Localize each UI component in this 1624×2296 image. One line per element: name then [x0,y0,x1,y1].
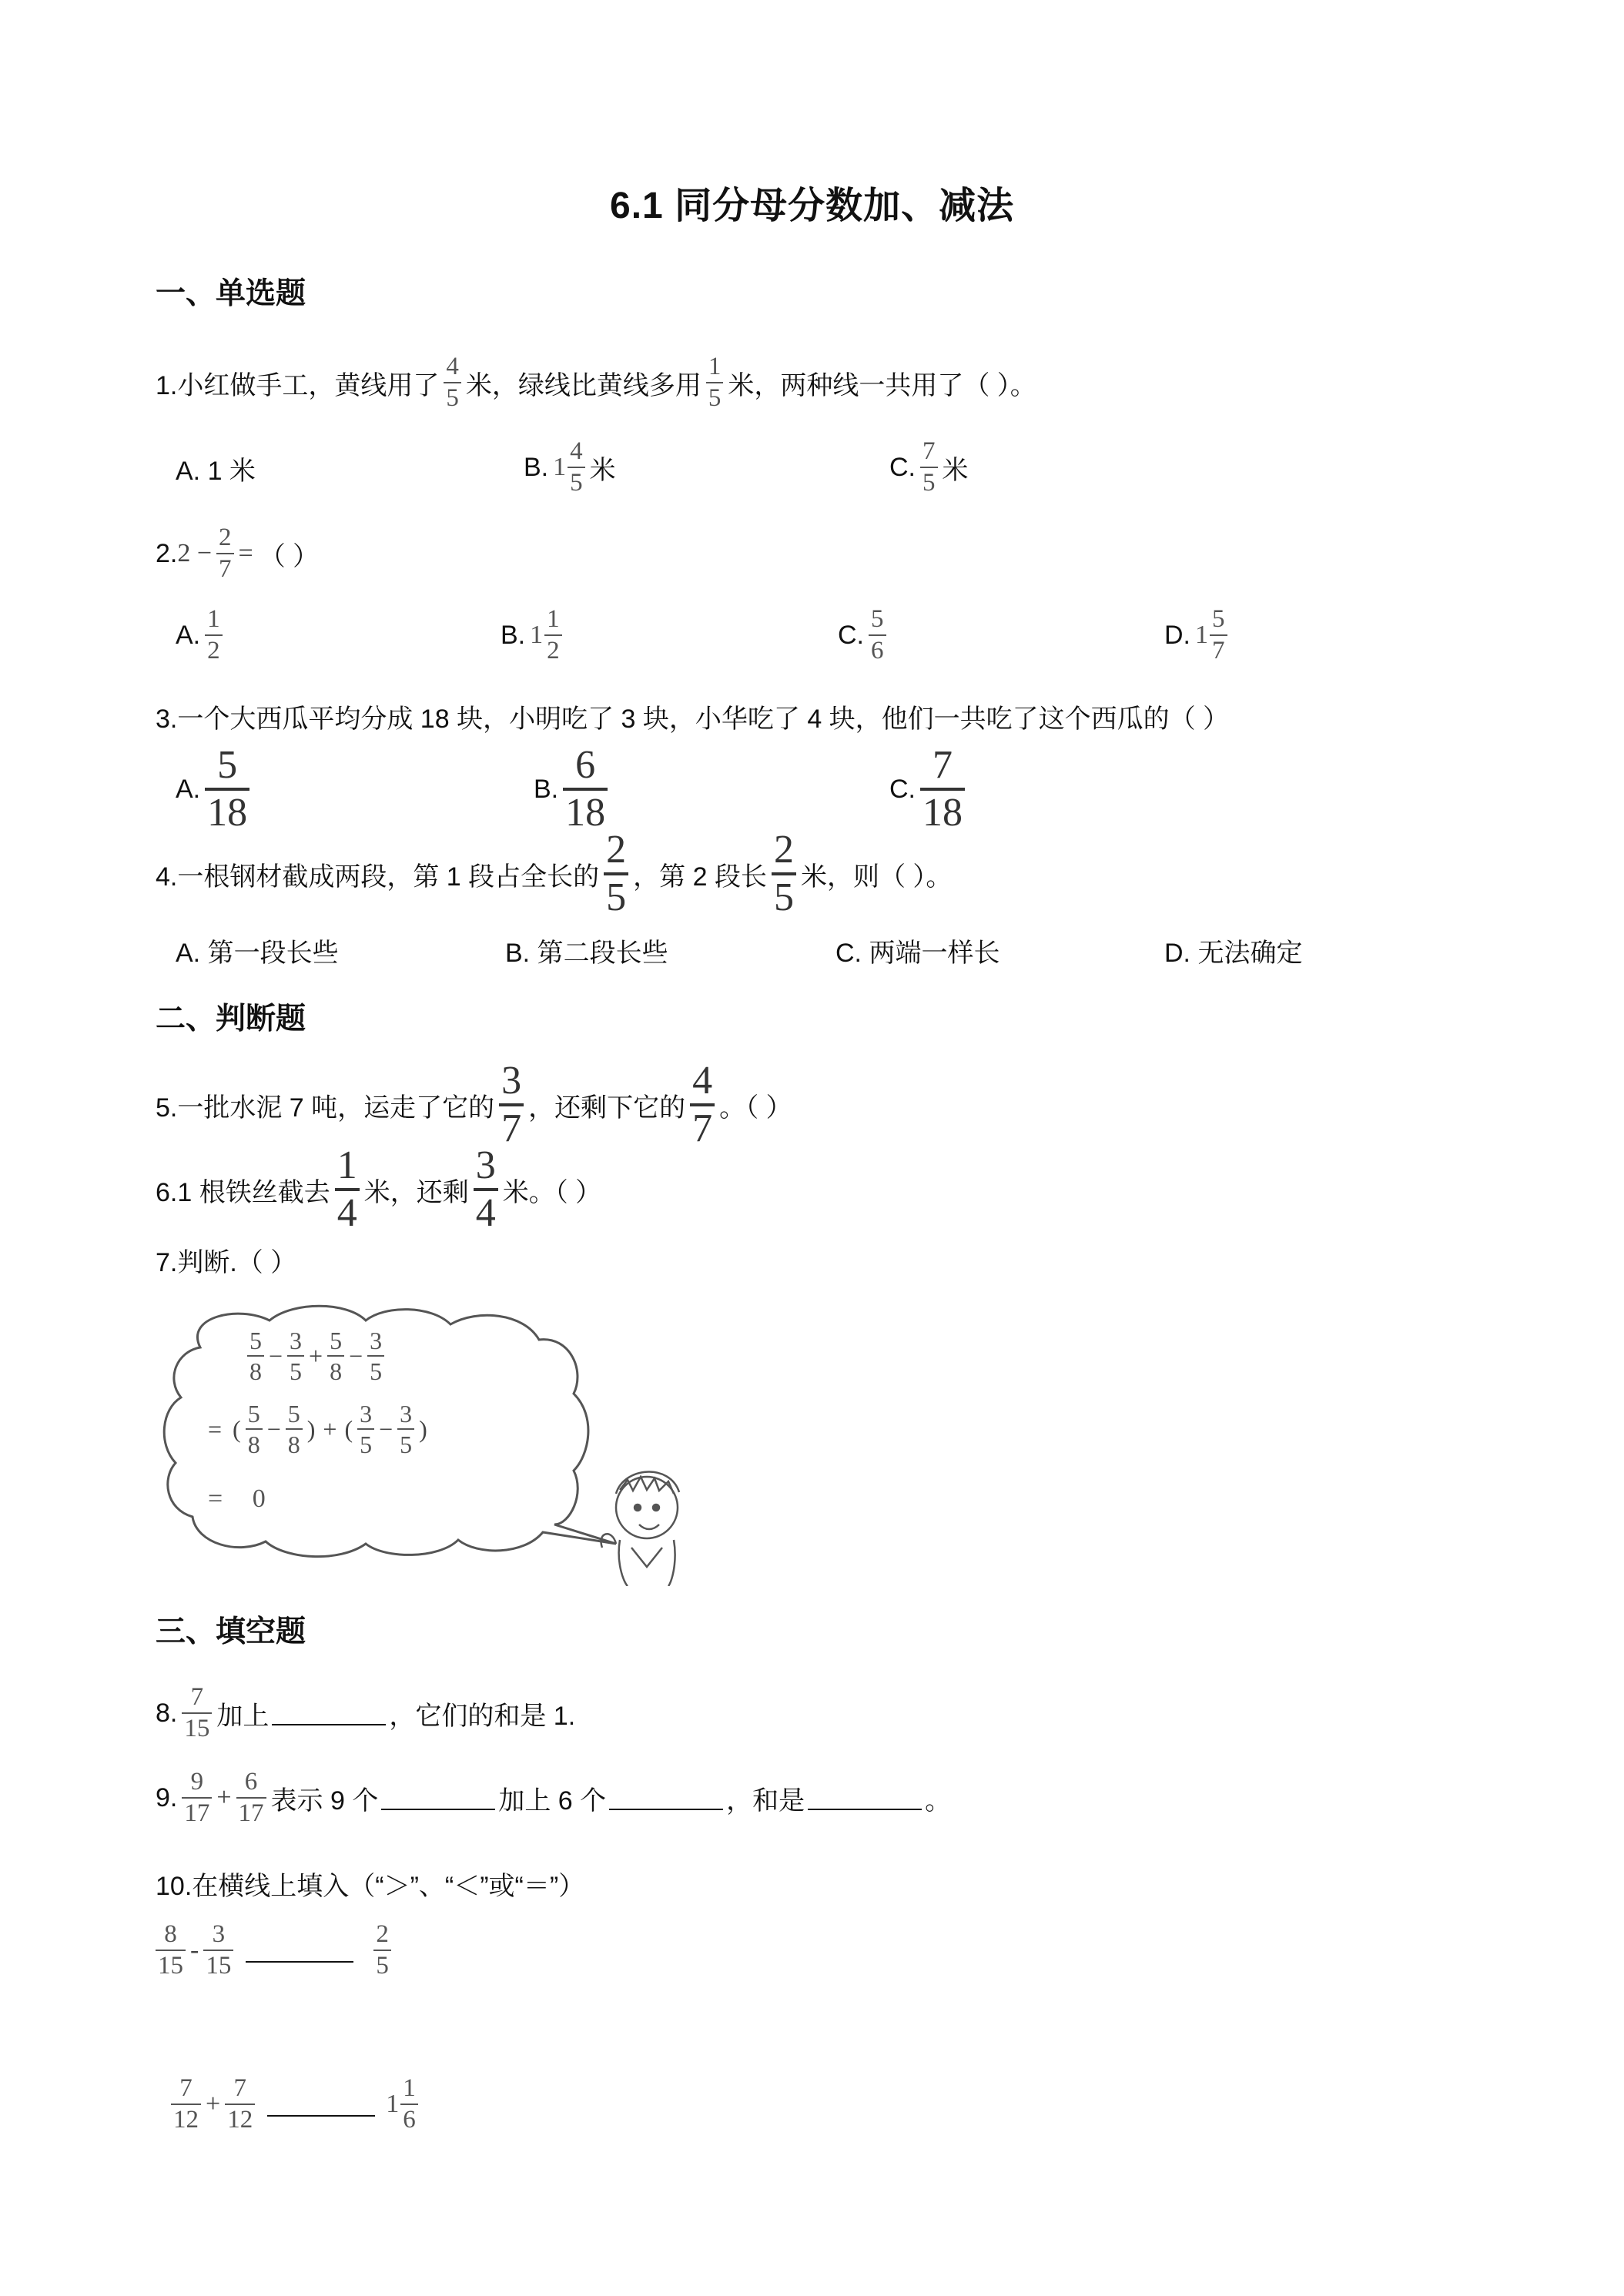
question-7 [156,1241,296,1279]
q4-fraction-1: $\frac{2}{5}$ [604,830,628,918]
q10-e2-fraction-a: $\frac{7}{12}$ [171,2076,201,2133]
q5-fraction-1: $\frac{3}{7}$ [499,1061,524,1149]
q2-option-c-label: C. [838,620,864,650]
q6-text-1: 6.1 根铁丝截去 [156,1177,330,1207]
q2-option-c-fraction: $\frac{5}{6}$ [869,607,886,664]
q2-answer-paren: （ ） [259,541,320,571]
q1-fraction-1: $\frac{4}{5}$ [444,354,461,411]
q8-text-2: ，它们的和是 1. [389,1701,576,1731]
q7-text: 7.判断.（ ） [156,1248,297,1277]
q7-calc-line-1 [243,1328,389,1384]
q7-l2-lparen: ( [233,1414,241,1443]
q9-number: 9. [156,1782,178,1812]
q6-fraction-2: $\frac{3}{4}$ [474,1146,498,1233]
section-heading-single-choice: 一、单选题 [156,277,306,310]
q9-fraction-1: $\frac{9}{17}$ [182,1769,212,1826]
q8-text-1: 加上 [216,1701,270,1731]
q7-illustration [154,1301,693,1586]
q4-option-c[interactable] [835,932,1000,969]
question-8 [156,1685,575,1742]
q4-text-3: 米，则（ ）。 [800,862,953,892]
q7-l2-fraction-c: $\frac{3}{5}$ [357,1401,374,1457]
q8-number: 8. [156,1698,178,1728]
q9-answer-blank-2[interactable] [609,1786,723,1810]
q10-e1-fraction-c: $\frac{2}{5}$ [373,1922,391,1979]
q2-option-d-whole: 1 [1195,621,1208,649]
q4-text-2: ，第 2 段长 [633,862,767,892]
q9-answer-blank-1[interactable] [381,1786,495,1810]
q2-option-a-fraction: $\frac{1}{2}$ [205,607,223,664]
q5-fraction-2: $\frac{4}{7}$ [690,1061,715,1149]
q7-l2-fraction-a: $\frac{5}{8}$ [246,1401,263,1457]
q7-l2-op2: − [379,1414,393,1443]
q7-l2-op1: − [266,1414,281,1443]
q2-expression-a: 2 − [177,539,213,567]
q10-e2-fraction-c: $\frac{1}{6}$ [400,2076,418,2133]
q10-e1-fraction-a: $\frac{8}{15}$ [156,1922,186,1979]
question-1 [156,354,1036,411]
q1-option-c[interactable] [889,439,969,496]
q10-e1-fraction-b: $\frac{3}{15}$ [203,1922,233,1979]
q8-fraction: $\frac{7}{15}$ [182,1685,212,1742]
question-10 [156,1865,584,1903]
q4-fraction-2: $\frac{2}{5}$ [772,830,796,918]
q10-expression-1 [156,1922,396,1979]
q1-option-c-unit: 米 [942,455,969,485]
q2-option-a[interactable] [176,607,227,664]
q7-l1-op2: + [309,1341,323,1370]
q4-option-b-text: B. 第二段长些 [505,939,668,968]
q9-text-3: ，和是 [726,1786,805,1816]
q7-l3-value: 0 [252,1484,266,1513]
q9-answer-blank-3[interactable] [808,1786,922,1810]
q2-option-b-fraction: $\frac{1}{2}$ [544,607,562,664]
question-9 [156,1769,951,1826]
section-heading-true-false: 二、判断题 [156,1002,306,1036]
q7-l2-lparen-2: ( [344,1414,353,1443]
q3-option-c-fraction: $\frac{7}{18}$ [920,745,965,833]
q7-l2-eq: = [208,1414,223,1443]
question-4 [156,830,952,918]
q10-e2-whole: 1 [386,2090,400,2118]
q2-option-b-whole: 1 [530,621,544,649]
q7-l3-eq: = [208,1484,223,1513]
q7-l2-plus: + [323,1414,337,1443]
q7-calc-line-3 [208,1484,266,1514]
q3-option-a-fraction: $\frac{5}{18}$ [205,745,249,833]
question-5 [156,1061,792,1149]
q3-option-b-label: B. [534,774,559,804]
q7-calc-line-2 [208,1401,427,1457]
q9-fraction-2: $\frac{6}{17}$ [236,1769,266,1826]
question-2 [156,525,319,582]
q7-l2-rparen-2: ) [419,1414,427,1443]
q2-option-c[interactable] [838,607,891,664]
q7-l1-fraction-b: $\frac{3}{5}$ [287,1328,304,1384]
q8-answer-blank[interactable] [272,1701,386,1725]
q5-text-2: ，还剩下它的 [528,1093,686,1123]
q4-option-d[interactable] [1164,932,1302,969]
q6-text-3: 米。（ ） [502,1177,602,1207]
q5-text-1: 5.一批水泥 7 吨，运走了它的 [156,1093,495,1123]
q9-text-4: 。 [925,1786,952,1816]
q7-l1-fraction-a: $\frac{5}{8}$ [247,1328,264,1384]
q9-plus: + [216,1783,232,1812]
q1-option-b-whole: 1 [553,453,567,481]
q7-l2-rparen: ) [306,1414,316,1443]
question-6 [156,1143,602,1235]
q10-e1-answer-blank[interactable] [246,1938,353,1963]
q10-e2-op: + [206,2090,221,2118]
q2-option-b[interactable] [501,607,567,664]
q2-option-d-fraction: $\frac{5}{7}$ [1210,607,1227,664]
page-title: 6.1 同分母分数加、减法 [610,186,1015,226]
q4-option-d-text: D. 无法确定 [1164,939,1303,968]
q7-l2-fraction-e: $\frac{3}{5}$ [397,1401,414,1457]
q7-l1-op3: − [349,1341,363,1370]
section-heading-fill-blank: 三、填空题 [156,1615,306,1648]
boy-cartoon-icon [601,1472,679,1586]
q1-text-2: 米，绿线比黄线多用 [465,370,702,400]
q1-option-b-label: B. [524,452,549,482]
q4-text-1: 4.一根钢材截成两段，第 1 段占全长的 [156,862,600,892]
question-3 [156,698,1229,735]
q4-option-b[interactable] [505,932,668,969]
q9-text-1: 表示 9 个 [270,1786,379,1816]
q10-e1-op: - [190,1936,199,1964]
q2-option-b-label: B. [501,620,526,650]
q1-text-3: 米，两种线一共用了（ ）。 [728,370,1036,400]
q1-option-a[interactable] [176,450,256,487]
q3-option-c-label: C. [889,774,916,804]
q6-text-2: 米，还剩 [363,1177,469,1207]
q3-option-c[interactable] [889,745,969,833]
q1-option-b-unit: 米 [589,455,616,485]
q4-option-a[interactable] [176,932,339,969]
q2-fraction: $\frac{2}{7}$ [216,525,234,582]
q9-text-2: 加上 6 个 [498,1786,607,1816]
q1-text-1: 1.小红做手工，黄线用了 [156,370,440,400]
q7-l1-fraction-c: $\frac{5}{8}$ [327,1328,344,1384]
q1-option-c-label: C. [889,452,916,482]
q10-expression-2 [166,2076,423,2133]
q4-option-a-text: A. 第一段长些 [176,939,339,968]
q2-option-d[interactable] [1164,607,1232,664]
q1-option-b[interactable] [524,439,616,496]
q10-e2-answer-blank[interactable] [267,2092,375,2117]
q2-option-d-label: D. [1164,620,1190,650]
q10-text: 10.在横线上填入（“＞”、“＜”或“＝”） [156,1872,585,1901]
q3-option-b[interactable] [534,745,612,833]
q1-fraction-2: $\frac{1}{5}$ [706,354,724,411]
q2-option-a-label: A. [176,620,201,650]
q6-fraction-1: $\frac{1}{4}$ [335,1146,360,1233]
q10-e2-fraction-b: $\frac{7}{12}$ [225,2076,255,2133]
q2-number: 2. [156,538,178,568]
q3-option-a[interactable] [176,745,254,833]
q1-option-a-text: A. 1 米 [176,457,256,486]
q1-option-c-fraction: $\frac{7}{5}$ [920,439,938,496]
q7-l1-op1: − [269,1341,283,1370]
q5-text-3: 。（ ） [719,1093,792,1123]
q3-text: 3.一个大西瓜平均分成 18 块，小明吃了 3 块，小华吃了 4 块，他们一共吃了这个西瓜的（ ） [156,705,1230,734]
q3-option-b-fraction: $\frac{6}{18}$ [563,745,608,833]
q4-option-c-text: C. 两端一样长 [835,939,1000,968]
q1-option-b-fraction: $\frac{4}{5}$ [568,439,585,496]
q7-l2-fraction-b: $\frac{5}{8}$ [286,1401,303,1457]
q3-option-a-label: A. [176,774,201,804]
q7-l1-fraction-e: $\frac{3}{5}$ [367,1328,384,1384]
q2-expression-b: = [238,539,253,567]
